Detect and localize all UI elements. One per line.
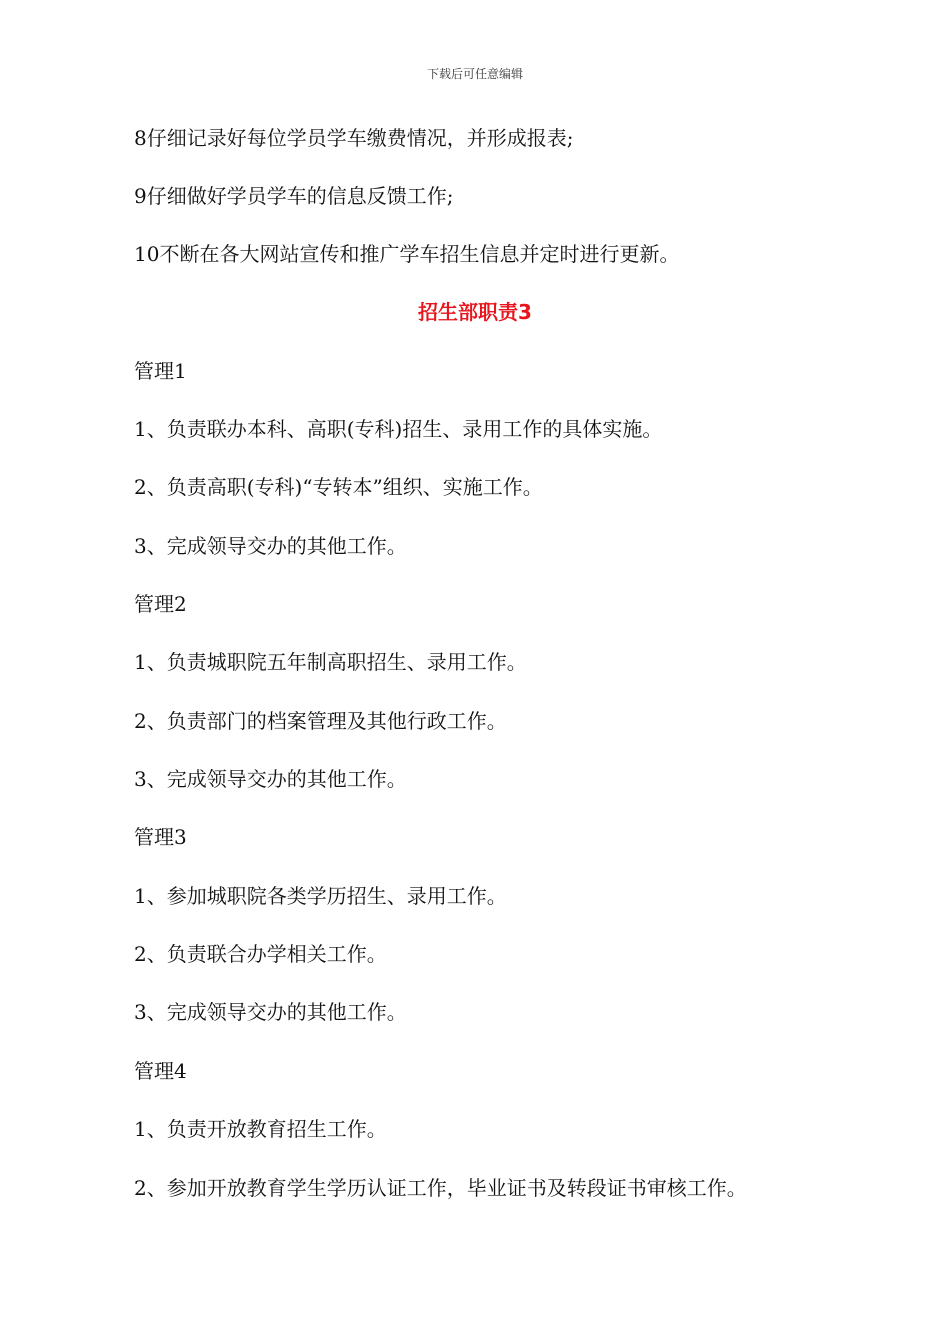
paragraph-line: 9仔细做好学员学车的信息反馈工作; [134, 184, 454, 208]
paragraph-line: 管理3 [134, 825, 187, 849]
paragraph-line: 1、负责城职院五年制高职招生、录用工作。 [134, 650, 527, 674]
paragraph-line: 1、负责联办本科、高职(专科)招生、录用工作的具体实施。 [134, 417, 663, 441]
section-title: 招生部职责3 [418, 300, 532, 324]
paragraph-line: 8仔细记录好每位学员学车缴费情况，并形成报表; [134, 126, 574, 150]
paragraph-line: 10不断在各大网站宣传和推广学车招生信息并定时进行更新。 [134, 242, 680, 266]
paragraph-line: 管理4 [134, 1059, 187, 1083]
paragraph-line: 3、完成领导交办的其他工作。 [134, 767, 407, 791]
paragraph-line: 3、完成领导交办的其他工作。 [134, 1000, 407, 1024]
paragraph-line: 2、负责部门的档案管理及其他行政工作。 [134, 709, 507, 733]
paragraph-line: 1、负责开放教育招生工作。 [134, 1117, 387, 1141]
paragraph-line: 1、参加城职院各类学历招生、录用工作。 [134, 884, 507, 908]
paragraph-line: 3、完成领导交办的其他工作。 [134, 534, 407, 558]
paragraph-line: 2、参加开放教育学生学历认证工作，毕业证书及转段证书审核工作。 [134, 1176, 747, 1200]
paragraph-line: 管理1 [134, 359, 187, 383]
paragraph-line: 2、负责高职(专科)“专转本”组织、实施工作。 [134, 475, 543, 499]
page-header: 下载后可任意编辑 [426, 67, 523, 81]
paragraph-line: 2、负责联合办学相关工作。 [134, 942, 387, 966]
paragraph-line: 管理2 [134, 592, 187, 616]
